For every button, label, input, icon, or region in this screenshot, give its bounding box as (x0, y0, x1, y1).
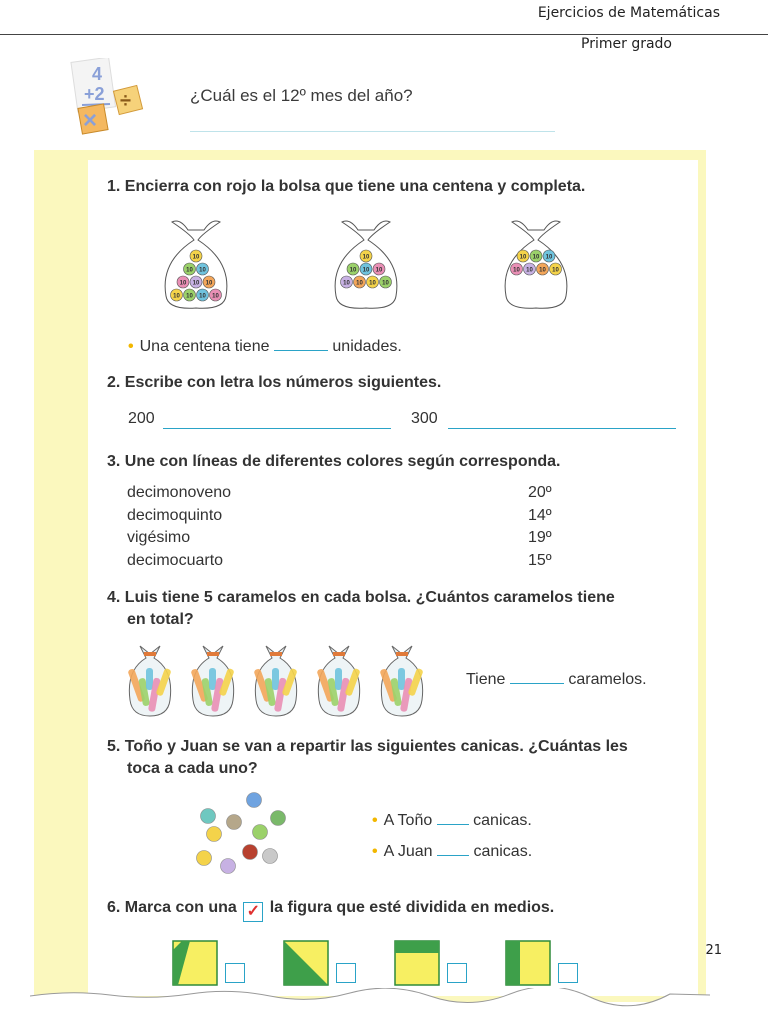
shape-3 (394, 940, 440, 986)
svg-text:10: 10 (362, 254, 370, 261)
coin-icon (354, 276, 366, 288)
exercise-5-prompt (107, 736, 628, 780)
coin-icon (177, 276, 189, 288)
coin-icon (524, 263, 536, 275)
exercise-5-text: Toño y Juan se van a repartir las siguientes canicas. ¿Cuántas les (124, 738, 628, 755)
ordinal-number: 14º (528, 507, 552, 524)
svg-text:10: 10 (362, 267, 370, 274)
marble (243, 845, 258, 860)
svg-text:10: 10 (199, 293, 206, 300)
exercise-4-prompt (107, 587, 615, 631)
exercise-2-text: Escribe con letra los números siguientes. (124, 374, 442, 391)
header-rule (0, 34, 768, 35)
exercise-1-text: Encierra con rojo la bolsa que tiene una centena y completa. (124, 178, 586, 195)
money-bag[interactable] (335, 221, 397, 308)
number-300: 300 (411, 410, 438, 427)
coin-icon (530, 250, 542, 262)
exercise-2-prompt (107, 372, 441, 394)
icon-times: × (83, 107, 98, 134)
coin-icon (537, 263, 549, 275)
exercise-2-number: 2. (107, 374, 121, 391)
shape-1 (172, 940, 218, 986)
shape-2-checkbox[interactable] (336, 963, 356, 983)
shape-1-checkbox[interactable] (225, 963, 245, 983)
sentence-end: unidades. (332, 338, 402, 355)
svg-text:10: 10 (526, 267, 533, 274)
header-grade: Primer grado (581, 36, 672, 52)
bullet-icon: • (372, 843, 378, 860)
candy-bag-icon (316, 646, 360, 716)
svg-text:10: 10 (532, 254, 540, 261)
exercise-4-number: 4. (107, 589, 121, 606)
exercise-3-number: 3. (107, 453, 121, 470)
svg-text:10: 10 (192, 254, 200, 261)
coin-icon (373, 263, 385, 275)
shape-3-checkbox[interactable] (447, 963, 467, 983)
number-200: 200 (128, 410, 155, 427)
bullet-icon: • (128, 338, 134, 355)
bullet-icon: • (372, 812, 378, 829)
ordinal-word: vigésimo (127, 529, 191, 546)
exercise-1-sentence (128, 336, 402, 356)
shape-2 (283, 940, 329, 986)
icon-digit-middle: +2 (84, 84, 105, 104)
coin-icon (543, 250, 555, 262)
juan-label: A Juan (383, 843, 433, 860)
number-200-blank[interactable] (163, 414, 391, 429)
exercise-5-number: 5. (107, 738, 121, 755)
svg-text:10: 10 (192, 280, 200, 287)
coin-icon (511, 263, 523, 275)
coin-icon (210, 289, 222, 301)
exercise-6-text-end: la figura que esté dividida en medios. (269, 899, 555, 916)
coin-icon (380, 276, 392, 288)
exercise-6-number: 6. (107, 899, 121, 916)
svg-text:10: 10 (519, 254, 527, 261)
svg-text:10: 10 (349, 267, 357, 274)
tono-blank[interactable] (437, 810, 469, 825)
tono-label: A Toño (383, 812, 433, 829)
sentence-start: Una centena tiene (139, 338, 270, 355)
marble (207, 827, 222, 842)
icon-digit-top: 4 (92, 64, 103, 84)
svg-text:10: 10 (513, 267, 520, 274)
ordinal-word: decimoquinto (127, 507, 223, 524)
coin-icon (171, 289, 183, 301)
answer-juan (372, 841, 532, 861)
exercise-5-text-line2: toca a cada uno? (127, 760, 258, 777)
svg-text:10: 10 (343, 280, 350, 287)
svg-text:10: 10 (369, 280, 376, 287)
ordinal-word: decimocuarto (127, 552, 224, 569)
coin-icon (197, 289, 209, 301)
exercise-4-text: Luis tiene 5 caramelos en cada bolsa. ¿Cuántos caramelos tiene (124, 589, 615, 606)
juan-unit: canicas. (473, 843, 533, 860)
ordinal-number: 20º (528, 484, 552, 501)
marble (253, 825, 268, 840)
svg-text:10: 10 (382, 280, 389, 287)
exercise-3-prompt (107, 451, 560, 473)
candy-bags-group (124, 640, 434, 720)
coin-icon (341, 276, 353, 288)
svg-text:10: 10 (552, 267, 559, 274)
marbles-group (190, 790, 290, 874)
exercise-4-answer (466, 669, 647, 689)
coin-icon (184, 263, 196, 275)
exercise-1-number: 1. (107, 178, 121, 195)
marble (221, 859, 236, 874)
number-300-blank[interactable] (448, 414, 676, 429)
money-bags-group (150, 212, 590, 316)
question-answer-line (190, 131, 555, 132)
svg-text:10: 10 (205, 280, 213, 287)
checkmark-icon: ✓ (243, 902, 263, 922)
juan-blank[interactable] (437, 841, 469, 856)
answer-end: caramelos. (568, 671, 647, 688)
coin-icon (190, 276, 202, 288)
exercise-4-text-line2: en total? (127, 611, 194, 628)
coin-icon (550, 263, 562, 275)
coin-icon (190, 250, 202, 262)
exercise-6-text-start: Marca con una (124, 899, 237, 916)
svg-text:10: 10 (179, 280, 187, 287)
math-operations-icon (70, 58, 150, 138)
svg-text:10: 10 (539, 267, 546, 274)
header-title: Ejercicios de Matemáticas (537, 5, 720, 21)
money-bag[interactable] (505, 221, 567, 308)
coin-icon (360, 263, 372, 275)
coin-icon (347, 263, 359, 275)
marble (247, 793, 262, 808)
svg-text:10: 10 (199, 267, 206, 274)
exercise-3-text: Une con líneas de diferentes colores según corresponda. (124, 453, 561, 470)
shape-4 (505, 940, 551, 986)
tono-unit: canicas. (473, 812, 532, 829)
exercise-6-prompt (107, 897, 554, 922)
svg-text:10: 10 (545, 254, 553, 261)
coin-icon (203, 276, 215, 288)
exercise-1-prompt (107, 176, 585, 198)
answer-tono (372, 810, 532, 830)
answer-blank[interactable] (274, 336, 328, 351)
page-number: 21 (705, 943, 722, 958)
ordinal-word: decimonoveno (127, 484, 232, 501)
candy-bag-icon (253, 646, 297, 716)
marble (201, 809, 216, 824)
marble (263, 849, 278, 864)
coin-icon (197, 263, 209, 275)
svg-text:10: 10 (186, 293, 193, 300)
coin-icon (360, 250, 372, 262)
coin-icon (517, 250, 529, 262)
coin-icon (367, 276, 379, 288)
svg-text:10: 10 (356, 280, 363, 287)
candy-bag-icon (379, 646, 423, 716)
svg-text:10: 10 (173, 293, 180, 300)
icon-divide: ÷ (120, 90, 131, 112)
candy-answer-blank[interactable] (510, 669, 564, 684)
torn-edge (30, 988, 710, 1008)
svg-text:10: 10 (375, 267, 383, 274)
marble (197, 851, 212, 866)
candy-bag-icon (127, 646, 171, 716)
candy-bag-icon (190, 646, 234, 716)
money-bag[interactable] (165, 221, 227, 308)
ordinal-number: 19º (528, 529, 552, 546)
marble (227, 815, 242, 830)
svg-text:10: 10 (212, 293, 219, 300)
month-question: ¿Cuál es el 12º mes del año? (190, 86, 413, 105)
coin-icon (184, 289, 196, 301)
marble (271, 811, 286, 826)
shape-4-checkbox[interactable] (558, 963, 578, 983)
answer-start: Tiene (466, 671, 506, 688)
ordinal-number: 15º (528, 552, 552, 569)
svg-text:10: 10 (186, 267, 193, 274)
